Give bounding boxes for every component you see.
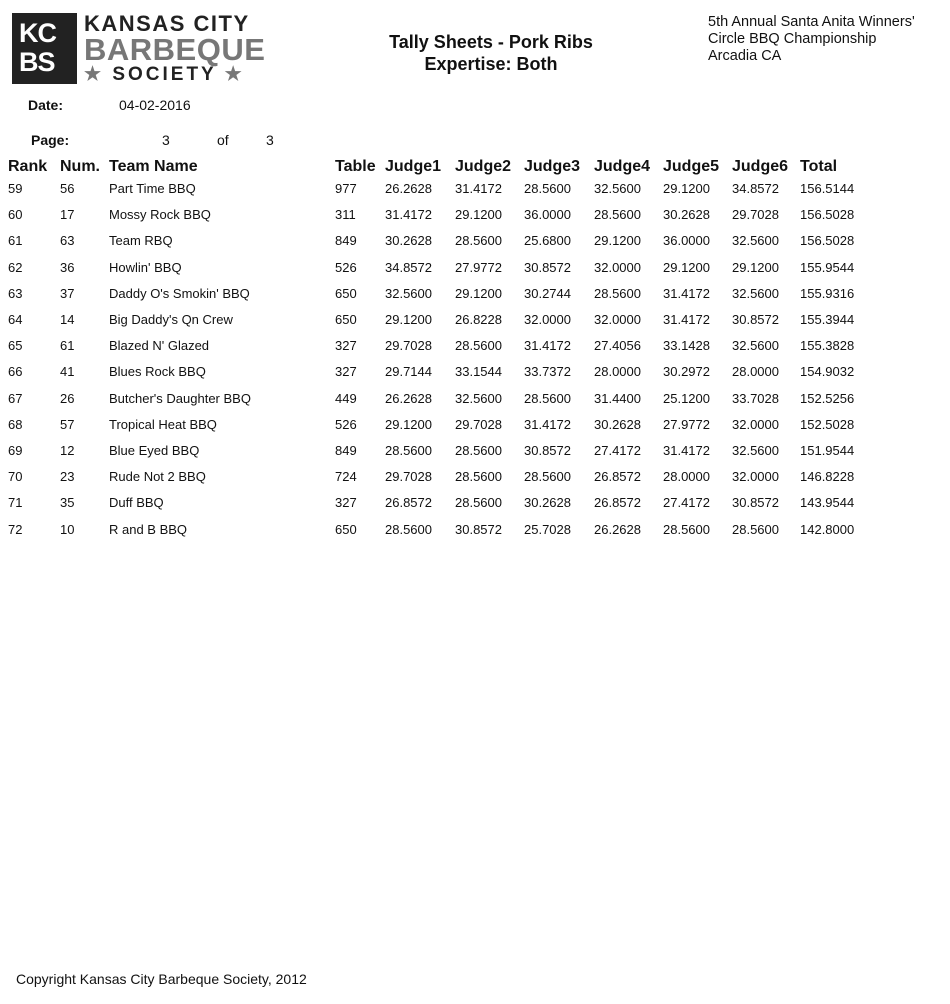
cell-judge6: 32.5600 [732,338,779,354]
cell-judge4: 26.8572 [594,495,641,511]
cell-judge1: 26.2628 [385,181,432,196]
report-title [360,31,622,75]
cell-rank: 63 [8,285,23,301]
cell-judge1: 31.4172 [385,207,432,223]
cell-judge6: 29.1200 [732,259,779,275]
cell-judge3: 31.4172 [524,416,571,432]
table-row [0,362,950,384]
star-icon: ★ [224,64,245,85]
page-number: 3 [162,132,170,148]
cell-team-name: Tropical Heat BBQ [109,416,217,432]
cell-judge1: 26.8572 [385,495,432,511]
cell-judge4: 28.0000 [594,364,641,380]
page-label: Page: [31,132,70,148]
cell-judge4: 29.1200 [594,233,641,249]
cell-table: 449 [335,390,357,406]
cell-num: 26 [60,390,75,406]
cell-judge2: 26.8228 [455,312,502,327]
cell-judge4: 32.0000 [594,312,641,327]
cell-num: 35 [60,495,75,511]
cell-team-name: Mossy Rock BBQ [109,207,211,223]
header-rank: Rank [8,158,48,175]
cell-judge4: 27.4172 [594,443,641,458]
cell-table: 650 [335,285,357,301]
cell-judge4: 32.0000 [594,259,641,275]
cell-judge5: 30.2972 [663,364,710,380]
cell-judge6: 30.8572 [732,495,779,511]
header-judge5: Judge5 [663,158,720,175]
header-judge3: Judge3 [524,158,581,175]
cell-judge5: 27.4172 [663,495,710,511]
cell-judge5: 25.1200 [663,390,710,406]
table-row [0,415,950,437]
cell-team-name: Rude Not 2 BBQ [109,469,206,485]
event-info [708,14,948,65]
table-row [0,284,950,306]
cell-table: 327 [335,364,357,380]
cell-rank: 67 [8,390,23,406]
cell-table: 526 [335,259,357,275]
cell-judge4: 26.2628 [594,521,641,537]
cell-rank: 69 [8,443,23,458]
cell-rank: 70 [8,469,23,485]
cell-team-name: Duff BBQ [109,495,164,511]
table-row [0,389,950,411]
cell-judge5: 33.1428 [663,338,710,354]
header-judge2: Judge2 [455,158,512,175]
cell-judge2: 28.5600 [455,495,502,511]
event-line2: Circle BBQ Championship [708,31,877,47]
cell-total: 152.5256 [800,390,855,406]
cell-team-name: Daddy O's Smokin' BBQ [109,285,250,301]
cell-judge6: 32.5600 [732,285,779,301]
table-row [0,493,950,515]
logo-wordmark [84,13,276,85]
table-row [0,258,950,280]
cell-judge5: 36.0000 [663,233,710,249]
cell-judge2: 28.5600 [455,233,502,249]
cell-judge4: 28.5600 [594,285,641,301]
cell-judge1: 32.5600 [385,285,432,301]
logo-line-barbeque: BARBEQUE [84,32,266,67]
cell-judge5: 28.5600 [663,521,710,537]
table-row [0,441,950,463]
table-row [0,520,950,542]
header-judge4: Judge4 [594,158,651,175]
cell-judge2: 32.5600 [455,390,502,406]
cell-team-name: Part Time BBQ [109,181,196,196]
cell-total: 155.3828 [800,338,855,354]
cell-judge3: 30.8572 [524,259,571,275]
table-row [0,467,950,489]
cell-judge6: 28.0000 [732,364,779,380]
cell-judge5: 30.2628 [663,207,710,223]
cell-judge3: 30.2628 [524,495,571,511]
logo-line-kansas-city: KANSAS CITY [84,11,250,36]
cell-num: 57 [60,416,75,432]
cell-judge1: 34.8572 [385,259,432,275]
cell-total: 151.9544 [800,443,855,458]
cell-judge4: 27.4056 [594,338,641,354]
cell-rank: 68 [8,416,23,432]
cell-team-name: Howlin' BBQ [109,259,182,275]
table-row [0,310,950,332]
cell-num: 12 [60,443,75,458]
cell-total: 142.8000 [800,521,855,537]
kcbs-monogram [12,13,77,84]
cell-rank: 71 [8,495,23,511]
cell-total: 143.9544 [800,495,855,511]
cell-judge1: 26.2628 [385,390,432,406]
cell-table: 526 [335,416,357,432]
cell-judge2: 33.1544 [455,364,502,380]
cell-table: 327 [335,338,357,354]
cell-rank: 66 [8,364,23,380]
cell-total: 152.5028 [800,416,855,432]
cell-table: 650 [335,312,357,327]
cell-rank: 60 [8,207,23,223]
cell-num: 41 [60,364,75,380]
cell-team-name: R and B BBQ [109,521,188,537]
cell-judge1: 28.5600 [385,521,432,537]
cell-rank: 62 [8,259,23,275]
cell-team-name: Big Daddy's Qn Crew [109,312,233,327]
table-row [0,231,950,253]
cell-judge4: 30.2628 [594,416,641,432]
cell-num: 10 [60,521,75,537]
cell-judge2: 28.5600 [455,469,502,485]
page-of-label: of [217,132,229,148]
cell-total: 146.8228 [800,469,855,485]
cell-judge3: 32.0000 [524,312,571,327]
cell-table: 977 [335,181,357,196]
cell-judge1: 29.7028 [385,338,432,354]
cell-judge3: 28.5600 [524,469,571,485]
cell-table: 849 [335,233,357,249]
cell-judge3: 30.8572 [524,443,571,458]
header-team-name: Team Name [109,158,198,175]
cell-team-name: Butcher's Daughter BBQ [109,390,251,406]
cell-total: 155.9544 [800,259,855,275]
event-line1: 5th Annual Santa Anita Winners' [708,14,915,30]
table-row [0,205,950,227]
copyright-notice: Copyright Kansas City Barbeque Society, 2012 [16,971,307,987]
report-title-line1: Tally Sheets - Pork Ribs [389,32,593,52]
cell-judge5: 29.1200 [663,181,710,196]
cell-total: 155.3944 [800,312,855,327]
cell-team-name: Blues Rock BBQ [109,364,206,380]
kcbs-logo [12,13,274,85]
cell-judge6: 32.5600 [732,443,779,458]
cell-judge5: 27.9772 [663,416,710,432]
cell-table: 311 [335,207,356,223]
cell-team-name: Team RBQ [109,233,173,249]
cell-rank: 64 [8,312,23,327]
cell-team-name: Blue Eyed BBQ [109,443,200,458]
cell-judge1: 29.1200 [385,312,432,327]
report-title-line2: Expertise: Both [424,54,558,74]
monogram-bottom: BS [19,47,55,77]
event-line3: Arcadia CA [708,48,782,64]
table-row [0,336,950,358]
cell-judge3: 36.0000 [524,207,571,223]
cell-num: 14 [60,312,75,327]
header-judge6: Judge6 [732,158,789,175]
cell-rank: 65 [8,338,23,354]
cell-judge2: 29.1200 [455,207,502,223]
table-row [0,179,950,201]
cell-num: 61 [60,338,75,354]
cell-total: 156.5144 [800,181,855,196]
cell-judge2: 28.5600 [455,338,502,354]
cell-num: 36 [60,259,75,275]
cell-judge5: 28.0000 [663,469,710,485]
cell-judge3: 31.4172 [524,338,571,354]
header-num: Num. [60,158,100,175]
cell-total: 155.9316 [800,285,855,301]
cell-rank: 59 [8,181,23,196]
cell-judge6: 33.7028 [732,390,779,406]
cell-judge1: 30.2628 [385,233,432,249]
cell-table: 724 [335,469,357,485]
cell-judge3: 28.5600 [524,390,571,406]
cell-judge3: 25.7028 [524,521,571,537]
cell-judge4: 32.5600 [594,181,641,196]
date-value: 04-02-2016 [119,97,191,113]
header-total: Total [800,158,838,175]
cell-judge5: 31.4172 [663,443,710,458]
cell-judge5: 29.1200 [663,259,710,275]
cell-judge3: 25.6800 [524,233,571,249]
cell-table: 650 [335,521,357,537]
cell-judge6: 29.7028 [732,207,779,223]
logo-line-society [84,65,276,85]
cell-judge6: 32.0000 [732,469,779,485]
cell-total: 154.9032 [800,364,855,380]
cell-judge2: 29.7028 [455,416,502,432]
cell-judge1: 29.7028 [385,469,432,485]
cell-judge6: 34.8572 [732,181,779,196]
page-total: 3 [266,132,274,148]
header-judge1: Judge1 [385,158,442,175]
cell-judge1: 29.1200 [385,416,432,432]
cell-judge4: 26.8572 [594,469,641,485]
star-icon: ★ [84,64,105,85]
cell-judge3: 28.5600 [524,181,571,196]
cell-judge3: 33.7372 [524,364,571,380]
cell-rank: 61 [8,233,23,249]
cell-table: 327 [335,495,357,511]
cell-team-name: Blazed N' Glazed [109,338,210,354]
cell-judge5: 31.4172 [663,285,710,301]
date-label: Date: [28,97,64,113]
cell-judge5: 31.4172 [663,312,710,327]
cell-total: 156.5028 [800,207,855,223]
cell-judge2: 27.9772 [455,259,502,275]
monogram-top: KC [19,18,56,48]
cell-judge3: 30.2744 [524,285,571,301]
cell-judge2: 31.4172 [455,181,502,196]
cell-judge6: 32.0000 [732,416,779,432]
cell-judge6: 32.5600 [732,233,779,249]
cell-num: 63 [60,233,75,249]
cell-judge1: 29.7144 [385,364,432,380]
header-table: Table [335,158,376,175]
cell-judge2: 28.5600 [455,443,502,458]
cell-rank: 72 [8,521,23,537]
cell-num: 17 [60,207,75,223]
cell-judge4: 28.5600 [594,207,641,223]
cell-total: 156.5028 [800,233,855,249]
cell-num: 56 [60,181,75,196]
cell-judge4: 31.4400 [594,390,641,406]
cell-judge6: 28.5600 [732,521,779,537]
cell-num: 37 [60,285,75,301]
logo-society-text: SOCIETY [112,64,217,85]
cell-judge6: 30.8572 [732,312,779,327]
cell-judge2: 30.8572 [455,521,502,537]
cell-table: 849 [335,443,357,458]
cell-num: 23 [60,469,75,485]
cell-judge2: 29.1200 [455,285,502,301]
cell-judge1: 28.5600 [385,443,432,458]
